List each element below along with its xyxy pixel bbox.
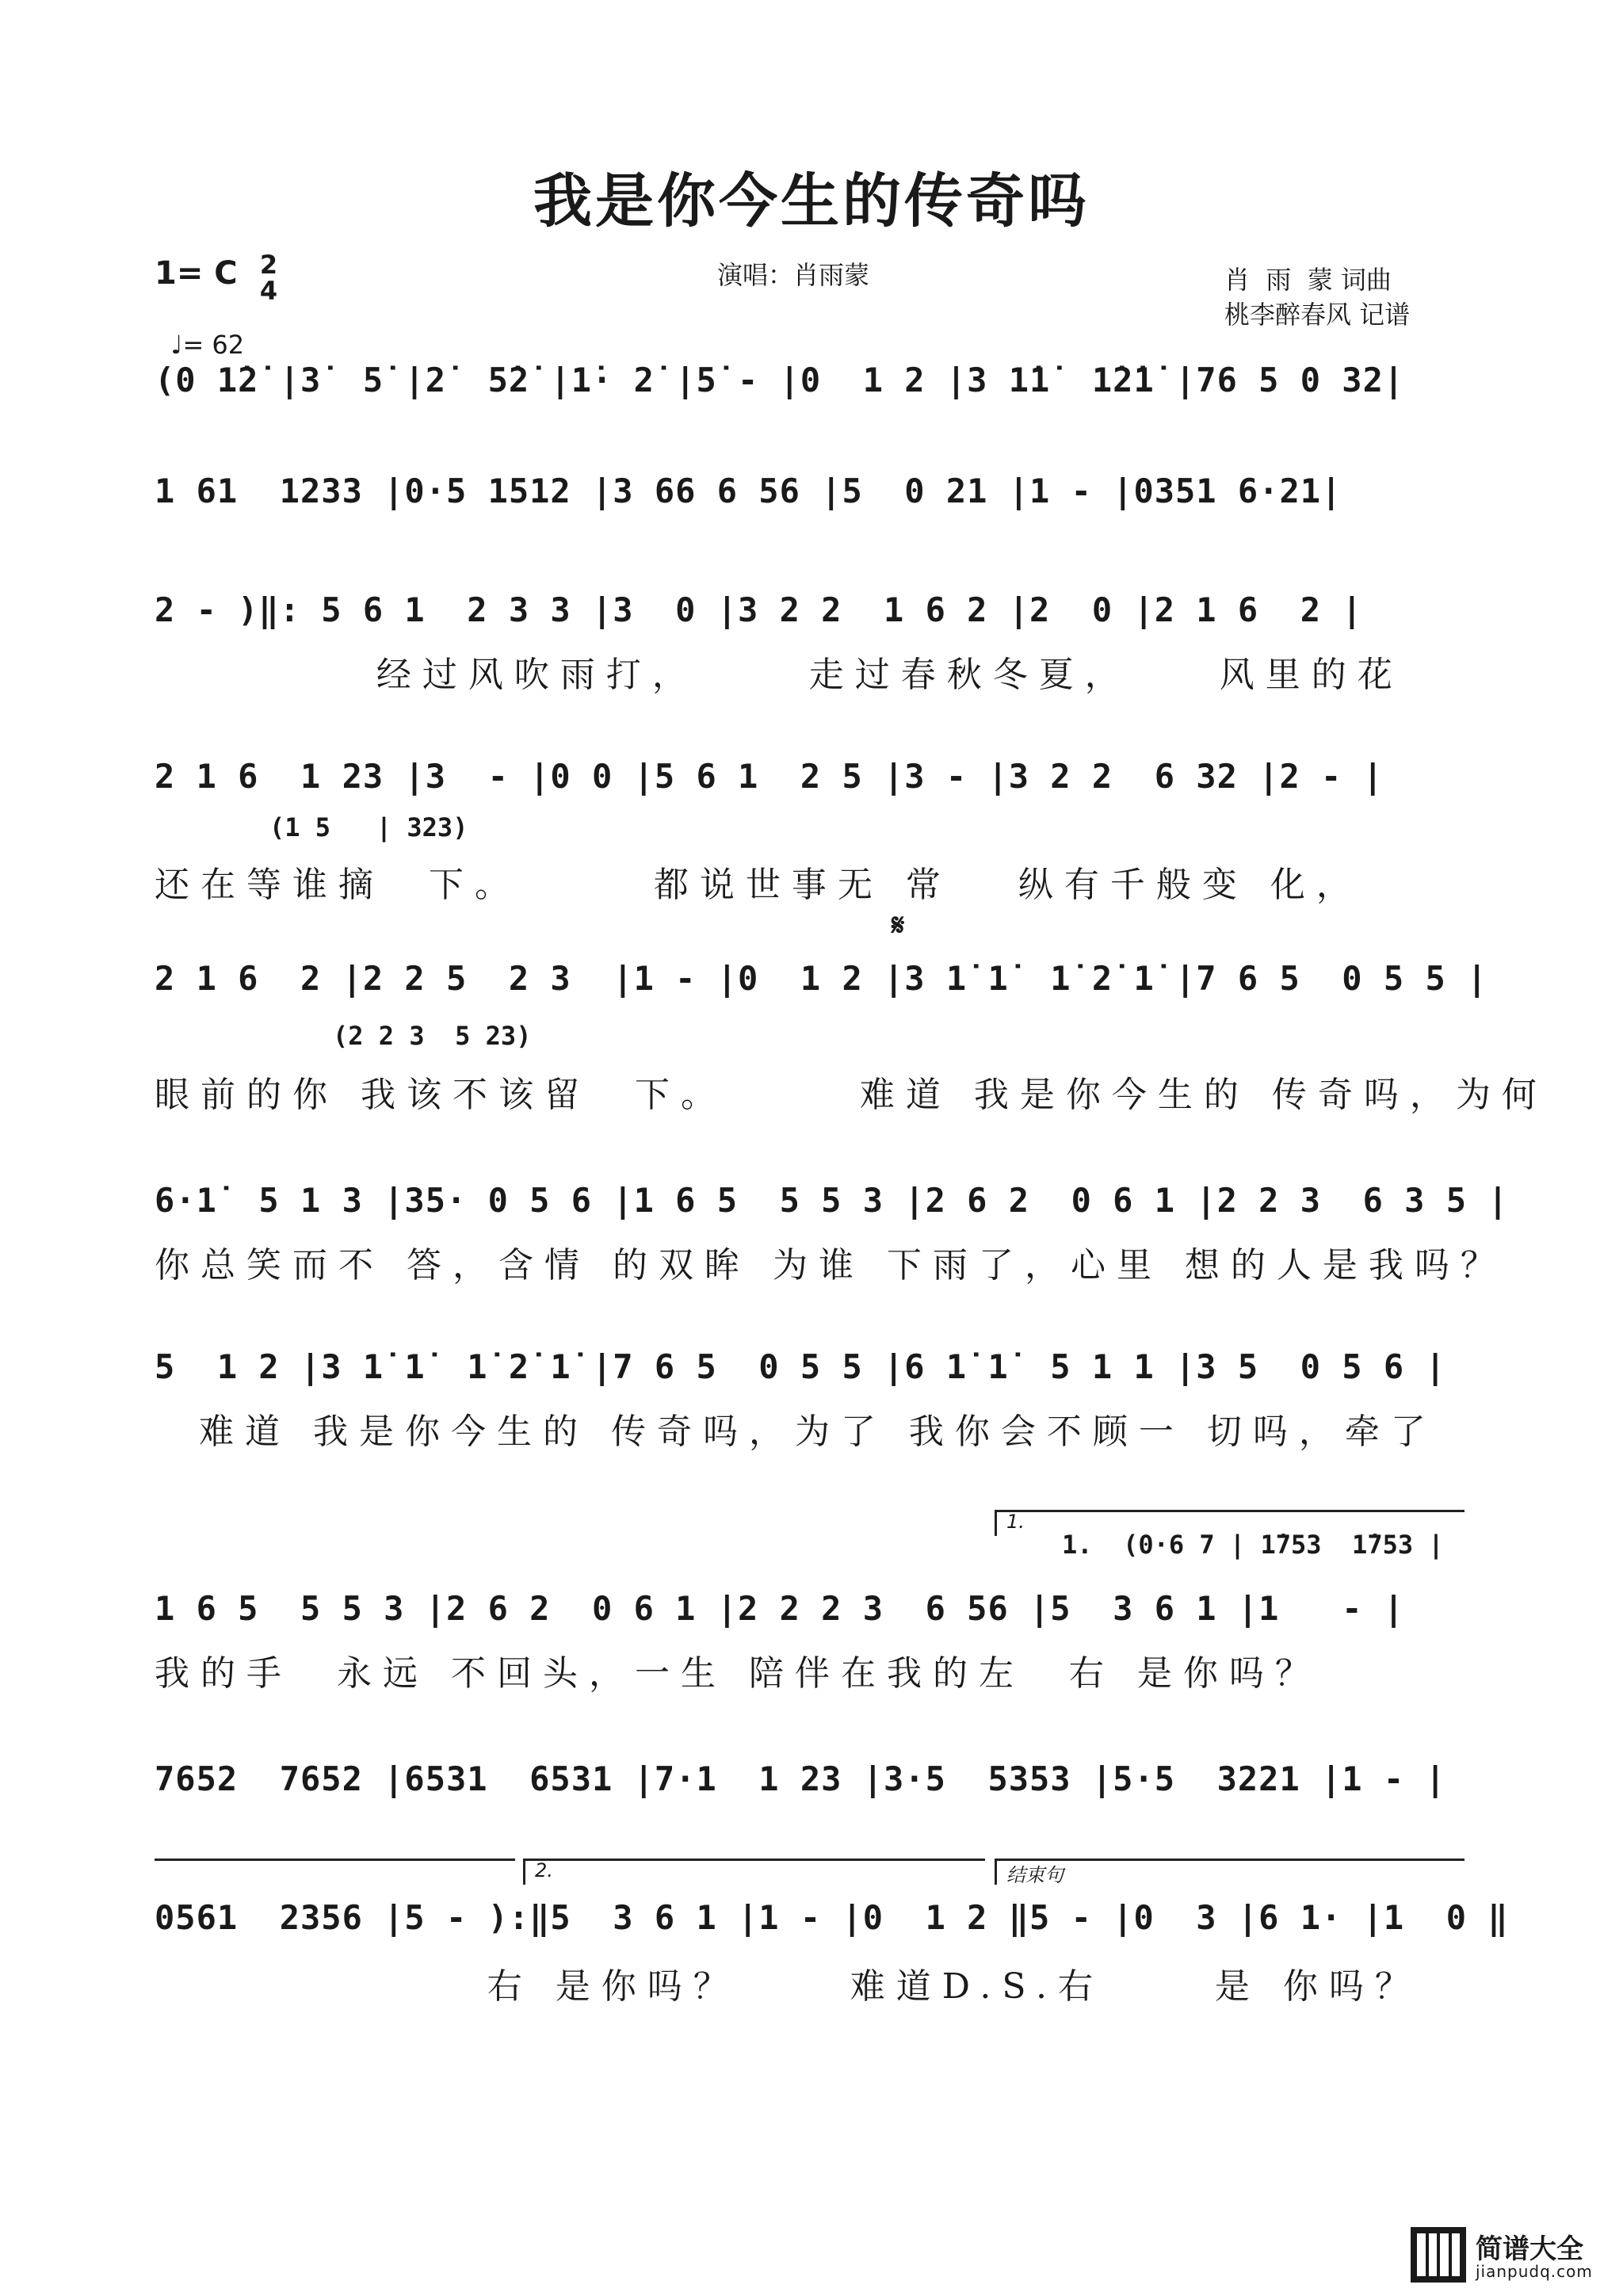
ending-bracket <box>995 1859 1465 1885</box>
segno-icon: 𝄋 <box>892 907 905 942</box>
system-5-lyrics: 眼前的你 我该不该留 下。 难道 我是你今生的 传奇吗，为何 <box>155 1075 1548 1115</box>
system-10-notes: 0561 2356 |5 - ):‖5 3 6 1 |1 - |0 1 2 ‖5 - |0 3 |6 1· |1 0 ‖ <box>155 1898 1509 1937</box>
lyricist-credit: 肖 雨 蒙 词曲 <box>1224 265 1392 295</box>
system-7-lyrics: 难道 我是你今生的 传奇吗，为了 我你会不顾一 切吗，牵了 <box>155 1412 1437 1452</box>
system-8-notes: 1 6 5 5 5 3 |2 6 2 0 6 1 |2 2 2 3 6 56 |5 3 6 1 |1 - | <box>155 1589 1405 1628</box>
system-3-notes: 2 - )‖: 5 6 1 2 3 3 |3 0 |3 2 2 1 6 2 |2 0 |2 1 6 2 | <box>155 590 1363 629</box>
system-8-alt-notes: 1. (0·6 7 | 1̇753 1̇753 | <box>1062 1530 1444 1560</box>
logo-url: jianpudq.com <box>1476 2262 1593 2281</box>
system-5-notes: 2 1 6 2 |2 2 5 2 3 |1 - |0 1 2 |3 1̇ 1̇ 1̇ 2̇ 1̇ |7 6 5 0 5 5 | <box>155 959 1488 998</box>
time-signature-bottom: 4 <box>259 276 278 306</box>
system-4-notes: 2 1 6 1 23 |3 - |0 0 |5 6 1 2 5 |3 - |3 2 2 6 32 |2 - | <box>155 757 1384 796</box>
system-1-notes: (0 1̇2̇ |3̇ 5̇ |2̇ 5̇2̇ |1̇· 2̇ |5̇ - |0 1 2 |3 1̇1̇ 1̇2̇1̇ |76 5 0 32| <box>155 361 1405 399</box>
system-5-alt-notes: (2 2 3 5 23) <box>333 1021 532 1051</box>
page-title: 我是你今生的传奇吗 <box>533 167 1090 235</box>
transcriber-credit: 桃李醉春风 记谱 <box>1224 300 1411 330</box>
volta-2-label: 2. <box>535 1859 553 1881</box>
tempo-value: = 62 <box>182 330 245 360</box>
piano-icon <box>1411 2227 1466 2283</box>
system-3-lyrics: 经过风吹雨打， 走过春秋冬夏， 风里的花 <box>155 655 1403 695</box>
key-signature: 1= C <box>155 255 238 292</box>
tempo-marking <box>155 300 244 360</box>
system-8-lyrics: 我的手 永远 不回头，一生 陪伴在我的左 右 是你吗？ <box>155 1653 1321 1694</box>
system-10-lyrics: 右 是你吗？ 难道D.S.右 是 你吗？ <box>155 1966 1421 2007</box>
system-2-notes: 1 61 1233 |0·5 1512 |3 66 6 56 |5 0 21 |1 - |0351 6·21| <box>155 472 1342 510</box>
system-6-lyrics: 你总笑而不 答，含情 的双眸 为谁 下雨了，心里 想的人是我吗？ <box>155 1245 1507 1286</box>
time-signature-top: 2 <box>259 250 278 280</box>
system-6-notes: 6·1̇ 5 1 3 |35· 0 5 6 |1 6 5 5 5 3 |2 6 2 0 6 1 |2 2 3 6 3 5 | <box>155 1181 1509 1220</box>
quarter-note-icon: ♩ <box>170 330 183 360</box>
system-4-alt-notes: (1 5 | 323) <box>269 812 468 842</box>
time-signature <box>257 252 281 304</box>
repeat-bracket <box>155 1859 515 1885</box>
site-logo <box>1411 2227 1601 2283</box>
singer-credit: 演唱：肖雨蒙 <box>717 260 870 290</box>
volta-2-bracket <box>523 1859 985 1885</box>
volta-1-label: 1. <box>1006 1511 1025 1533</box>
ending-label: 结束句 <box>1006 1864 1064 1886</box>
system-4-lyrics: 还在等谁摘 下。 都说世事无 常 纵有千般变 化， <box>155 865 1362 905</box>
logo-name: 简谱大全 <box>1476 2233 1583 2265</box>
system-7-notes: 5 1 2 |3 1̇ 1̇ 1̇ 2̇ 1̇ |7 6 5 0 5 5 |6 1̇ 1̇ 5 1 1 |3 5 0 5 6 | <box>155 1347 1446 1386</box>
system-9-notes: 7652 7652 |6531 6531 |7·1 1 23 |3·5 5353 |5·5 3221 |1 - | <box>155 1759 1446 1798</box>
